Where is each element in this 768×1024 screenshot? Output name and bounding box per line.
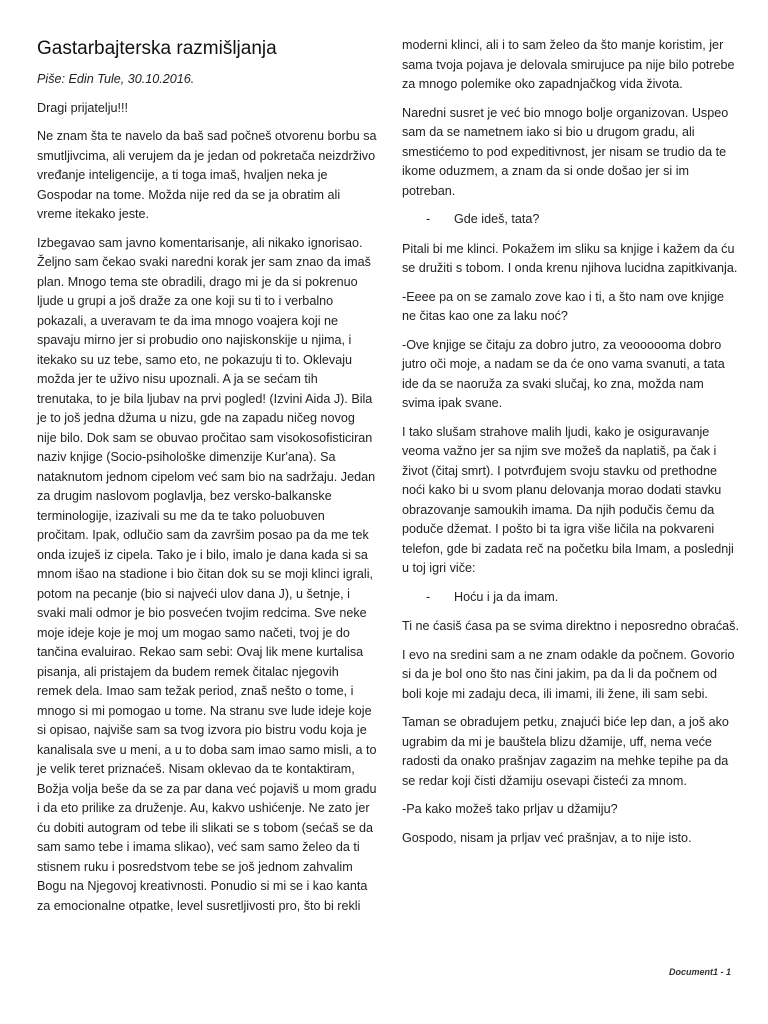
paragraph-greeting: Dragi prijatelju!!!	[37, 100, 128, 115]
dialogue-text: Gde ideš, tata?	[454, 212, 540, 226]
paragraph: moderni klinci, ali i to sam želeo da što manje koristim, jer sama tvoja pojava je delovala smirujuce pa nije bilo potrebe za mnogo polemike oko zapadnjačkog vida života.	[402, 38, 735, 91]
byline: Piše: Edin Tule, 30.10.2016.	[37, 72, 195, 86]
paragraph: Taman se obradujem petku, znajući biće lep dan, a još ako ugrabim da mi je bauštela blizu džamije, uff, nema veće radosti da onako prašnjav zagazim na mehke tepihe pa da se redar koji čisti džamiju osevapi čisteći za mnom.	[402, 715, 729, 788]
paragraph: Pitali bi me klinci. Pokažem im sliku sa knjige i kažem da ću se družiti s tobom. I onda krenu njihova lucidna zapitkivanja.	[402, 241, 738, 275]
paragraph: I evo na sredini sam a ne znam odakle da počnem. Govorio si da je bol ono što nas čini jakim, pa da li da počnem od boli koje mi zadaju deca, ili imami, ili žene, ili sam sebi.	[402, 647, 735, 701]
paragraph: -Eeee pa on se zamalo zove kao i ti, a što nam ove knjige ne čitas kao one za laku noć?	[402, 289, 725, 323]
document-title: Gastarbajterska razmišljanja	[37, 38, 277, 59]
dialogue-text: Hoću i ja da imam.	[454, 589, 559, 604]
dialogue-line	[426, 588, 740, 608]
dialogue-line	[426, 210, 740, 230]
right-column	[402, 36, 740, 857]
left-column	[37, 36, 377, 925]
dash-marker: -	[426, 589, 431, 604]
paragraph: Gospodo, nisam ja prljav već prašnjav, a to nije isto.	[402, 830, 692, 845]
paragraph: Ne znam šta te navelo da baš sad počneš otvorenu borbu sa smutljivcima, ali verujem da je jedan od pokretača neizdrživo vređanje inteligencije, a ti toga imaš, hvaljen neka je Gospodar na tome. Možda nije red da se ja obratim ali vreme itekako jeste.	[37, 129, 377, 221]
paragraph: Izbegavao sam javno komentarisanje, ali nikako ignorisao. Željno sam čekao svaki naredni korak jer sam znao da imaš plan. Mnogo tema ste obradili, drago mi je da si pokrenuo ljude u grupi a još draže za one koji su ti to i verbalno pokazali, a uveravam te da ima mnogo voajera koji ne spavaju mirno jer si probudio ono najiskonskije u njima, i itekako su uz tebe, samo eto, ne pokazuju ti to. Oklevaju možda jer te uživo nisu upoznali. A ja se sećam tih trenutaka, to je bila ljubav na prvi pogled! (Izvini Aida J). Bila je to još jedna džuma u nizu, gde na zapadu ničeg novog nije bilo. Dok sam se obuvao pročitao sam visokosofisticiran naziv knjige (Socio-psihološke dimenzije Kur'ana). Sa nataknutom jednom cipelom već sam bio na sadržaju. Jedan za drugim naslovom poglavlja, bez versko-balkanske terminologije, izazivali su me da te tako poluobuven pročitam. Ipak, odlučio sam da završim posao pa da me tek onda izuješ iz cipela. Tako je i bilo, imalo je dana kada si sa mnom išao na stadione i bio čitan dok su se moji klinci igrali, potom na pecanje (bio si najveći ulov dana J), u šetnje, i svaki mali odmor je bio posvećen tvojim redcima. Sve neke moje ideje koje je moj um mogao samo načeti, tvoj je do tančina evaluirao. Rekao sam sebi: Ovaj lik mene kurtalisa pisanja, ali pristajem da budem remek čitalac njegovih remek dela. Imao sam težak period, znaš nešto o tome, i mnogo si mi pomogao u tome. Na stranu sve lude ideje koje si opisao, najviše sam sa tvog izvora pio bistru vodu koja je kanalisala sve u meni, a u to doba sam imao samo misli, a to je velik teret priznaćeš. Nisam oklevao da te kontaktiram, Božja volja beše da se za par dana već pojaviš u mom gradu i da eto prilike za druženje. Au, kakvo ushićenje. Ne zato jer ću dobiti autogram od tebe ili slikati se s tobom (sećaš se da sam samo tebe i imama slikao), već sam samo želeo da ti stisnem ruku i posredstvom tebe se još jednom zahvalim Bogu na Njegovoj kreativnosti. Ponudio si mi se i kao kanta za emocionalne otpatke, level susretljivosti pro, što bi rekli	[37, 235, 377, 913]
paragraph: Ti ne ćasiš ćasa pa se svima direktno i neposredno obraćaš.	[402, 619, 739, 633]
paragraph: -Pa kako možeš tako prljav u džamiju?	[402, 802, 618, 816]
page-footer: Document1 - 1	[668, 967, 731, 977]
dash-marker: -	[426, 212, 431, 226]
paragraph: -Ove knjige se čitaju za dobro jutro, za veoooooma dobro jutro oči moje, a nadam se da će ono vama svanuti, a tata ide da se naoruža za svaki slučaj, ko zna, možda nam svima ipak svane.	[402, 337, 725, 410]
paragraph: Naredni susret je već bio mnogo bolje organizovan. Uspeo sam da se nametnem iako si bio u drugom gradu, ali smestićemo to pod expeditivnost, jer nisam se trudio da te ikome oduzmem, a znam da si onde došao jer si im potreban.	[402, 105, 729, 198]
paragraph: I tako slušam strahove malih ljudi, kako je osiguravanje veoma važno jer sa njim sve možeš da naplatiš, pa čak i život (čitaj smrt). I potvrđujem svoju stavku od prethodne noći kako bi u svom planu delovanja morao dodati stavku obrazovanje samoukih imama. Da njih podučis čemu da poduče džemat. I pošto bi ta igra više ličila na pokvareni telefon, gde bi zadata reč na početku bila Imam, a poslednji u toj igri viče:	[402, 424, 734, 575]
